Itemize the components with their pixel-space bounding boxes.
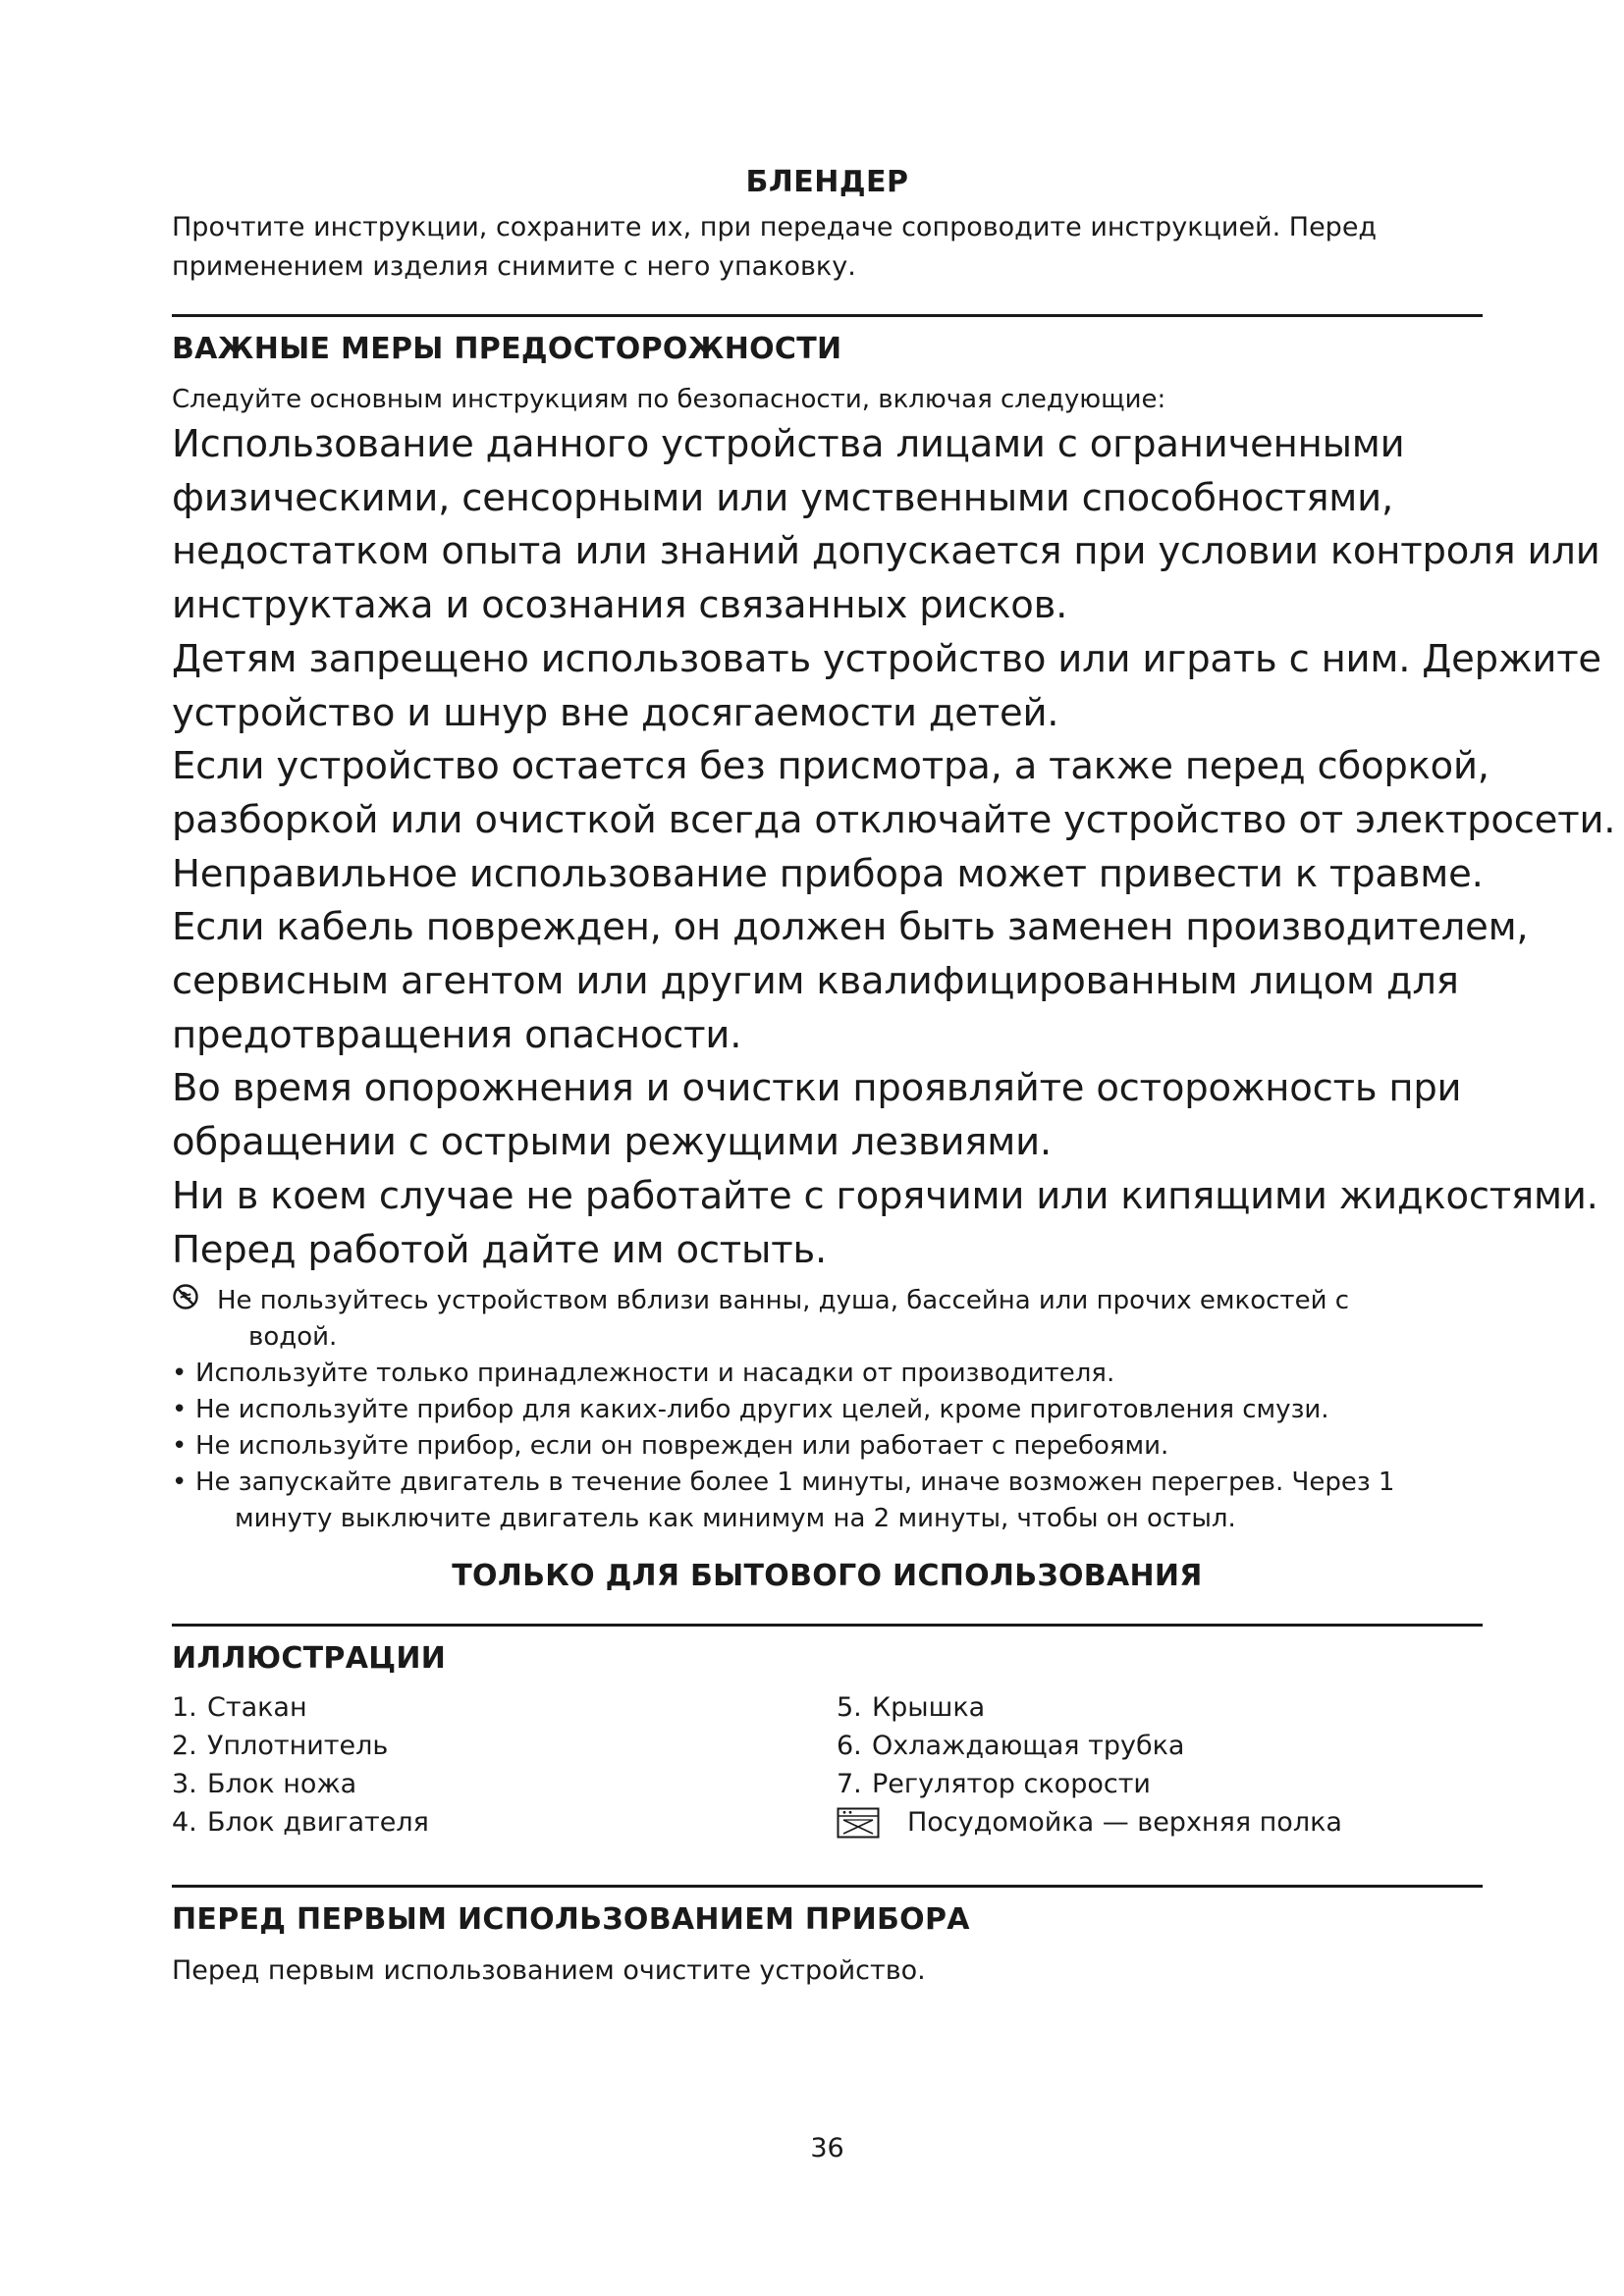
- part-number: 1.: [172, 1692, 197, 1723]
- section-divider: [172, 314, 1483, 317]
- safety-line: Если кабель поврежден, он должен быть заменен производителем,: [172, 905, 1529, 950]
- note-line: водой.: [248, 1322, 338, 1352]
- page-number: 36: [810, 2133, 844, 2163]
- part-number: 3.: [172, 1769, 197, 1799]
- safety-line: Неправильное использование прибора может привести к травме.: [172, 851, 1484, 896]
- first-use-text: Перед первым использованием очистите устройство.: [172, 1955, 926, 1986]
- part-label: Блок ножа: [207, 1769, 357, 1799]
- part-label: Уплотнитель: [207, 1731, 389, 1761]
- part-item: [172, 1765, 429, 1803]
- dishwasher-icon: [837, 1807, 907, 1839]
- part-label: Крышка: [872, 1692, 986, 1723]
- bullet-item: [172, 1465, 1492, 1537]
- part-label: Охлаждающая трубка: [872, 1731, 1185, 1761]
- part-item: [172, 1688, 429, 1727]
- household-only-notice: ТОЛЬКО ДЛЯ БЫТОВОГО ИСПОЛЬЗОВАНИЯ: [452, 1559, 1203, 1593]
- bullet-line: Не используйте прибор для каких-либо других целей, кроме приготовления смузи.: [195, 1395, 1329, 1424]
- safety-lead: Следуйте основным инструкциям по безопасности, включая следующие:: [172, 385, 1166, 414]
- safety-notes: [172, 1283, 1492, 1537]
- part-label: Стакан: [207, 1692, 307, 1723]
- safety-line: Ни в коем случае не работайте с горячими или кипящими жидкостями.: [172, 1173, 1598, 1218]
- safety-heading: ВАЖНЫЕ МЕРЫ ПРЕДОСТОРОЖНОСТИ: [172, 332, 842, 366]
- bullet-item: [172, 1356, 1492, 1392]
- bullet-glyph: •: [172, 1468, 188, 1497]
- safety-line: инструктажа и осознания связанных рисков.: [172, 583, 1068, 628]
- part-number: 7.: [837, 1769, 862, 1799]
- part-item: [837, 1688, 1342, 1727]
- part-label: Блок двигателя: [207, 1807, 429, 1838]
- bullet-item: [172, 1428, 1492, 1465]
- part-label: Регулятор скорости: [872, 1769, 1151, 1799]
- safety-line: Если устройство остается без присмотра, а также перед сборкой,: [172, 744, 1489, 789]
- note-line: Не пользуйтесь устройством вблизи ванны, душа, бассейна или прочих емкостей с: [217, 1286, 1350, 1315]
- bullet-glyph: •: [172, 1395, 188, 1424]
- bullet-glyph: •: [172, 1359, 188, 1388]
- part-item: [837, 1765, 1342, 1803]
- no-water-icon: [172, 1283, 201, 1310]
- intro-text: [172, 208, 1483, 287]
- safety-line: Детям запрещено использовать устройство или играть с ним. Держите: [172, 636, 1601, 681]
- bullet-glyph: •: [172, 1431, 188, 1461]
- page-title: БЛЕНДЕР: [745, 165, 909, 199]
- safety-line: Использование данного устройства лицами с ограниченными: [172, 422, 1405, 466]
- part-number: 2.: [172, 1731, 197, 1761]
- part-number: 4.: [172, 1807, 197, 1838]
- safety-line: Во время опорожнения и очистки проявляйте осторожность при: [172, 1066, 1462, 1111]
- safety-large-text: [172, 418, 1616, 1277]
- intro-line: Прочтите инструкции, сохраните их, при передаче сопроводите инструкцией. Перед: [172, 212, 1378, 242]
- parts-column-left: [172, 1688, 429, 1842]
- safety-line: недостатком опыта или знаний допускается при условии контроля или: [172, 529, 1600, 574]
- section-divider: [172, 1624, 1483, 1627]
- part-item: [837, 1727, 1342, 1765]
- bullet-line: Не запускайте двигатель в течение более 1 минуты, иначе возможен перегрев. Через 1: [195, 1468, 1395, 1497]
- bullet-line: минуту выключите двигатель как минимум на 2 минуты, чтобы он остыл.: [235, 1504, 1236, 1533]
- bullet-line: Используйте только принадлежности и насадки от производителя.: [195, 1359, 1115, 1388]
- part-item: [172, 1803, 429, 1842]
- section-divider: [172, 1885, 1483, 1888]
- safety-line: Перед работой дайте им остыть.: [172, 1227, 827, 1272]
- safety-line: устройство и шнур вне досягаемости детей.: [172, 690, 1059, 735]
- dishwasher-label: Посудомойка — верхняя полка: [907, 1807, 1342, 1838]
- illustrations-heading: ИЛЛЮСТРАЦИИ: [172, 1641, 447, 1676]
- safety-line: сервисным агентом или другим квалифицированным лицом для: [172, 959, 1459, 1004]
- bullet-item: [172, 1392, 1492, 1428]
- safety-line: разборкой или очисткой всегда отключайте устройство от электросети.: [172, 797, 1616, 842]
- safety-line: обращении с острыми режущими лезвиями.: [172, 1120, 1052, 1165]
- first-use-heading: ПЕРЕД ПЕРВЫМ ИСПОЛЬЗОВАНИЕМ ПРИБОРА: [172, 1902, 970, 1937]
- part-item: [172, 1727, 429, 1765]
- part-number: 6.: [837, 1731, 862, 1761]
- water-warning-note: [172, 1283, 1492, 1356]
- dishwasher-note: [837, 1803, 1342, 1842]
- safety-line: предотвращения опасности.: [172, 1012, 742, 1057]
- intro-line: применением изделия снимите с него упаковку.: [172, 251, 856, 282]
- safety-line: физическими, сенсорными или умственными способностями,: [172, 475, 1393, 520]
- parts-column-right: [837, 1688, 1342, 1849]
- part-number: 5.: [837, 1692, 862, 1723]
- bullet-line: Не используйте прибор, если он поврежден или работает с перебоями.: [195, 1431, 1169, 1461]
